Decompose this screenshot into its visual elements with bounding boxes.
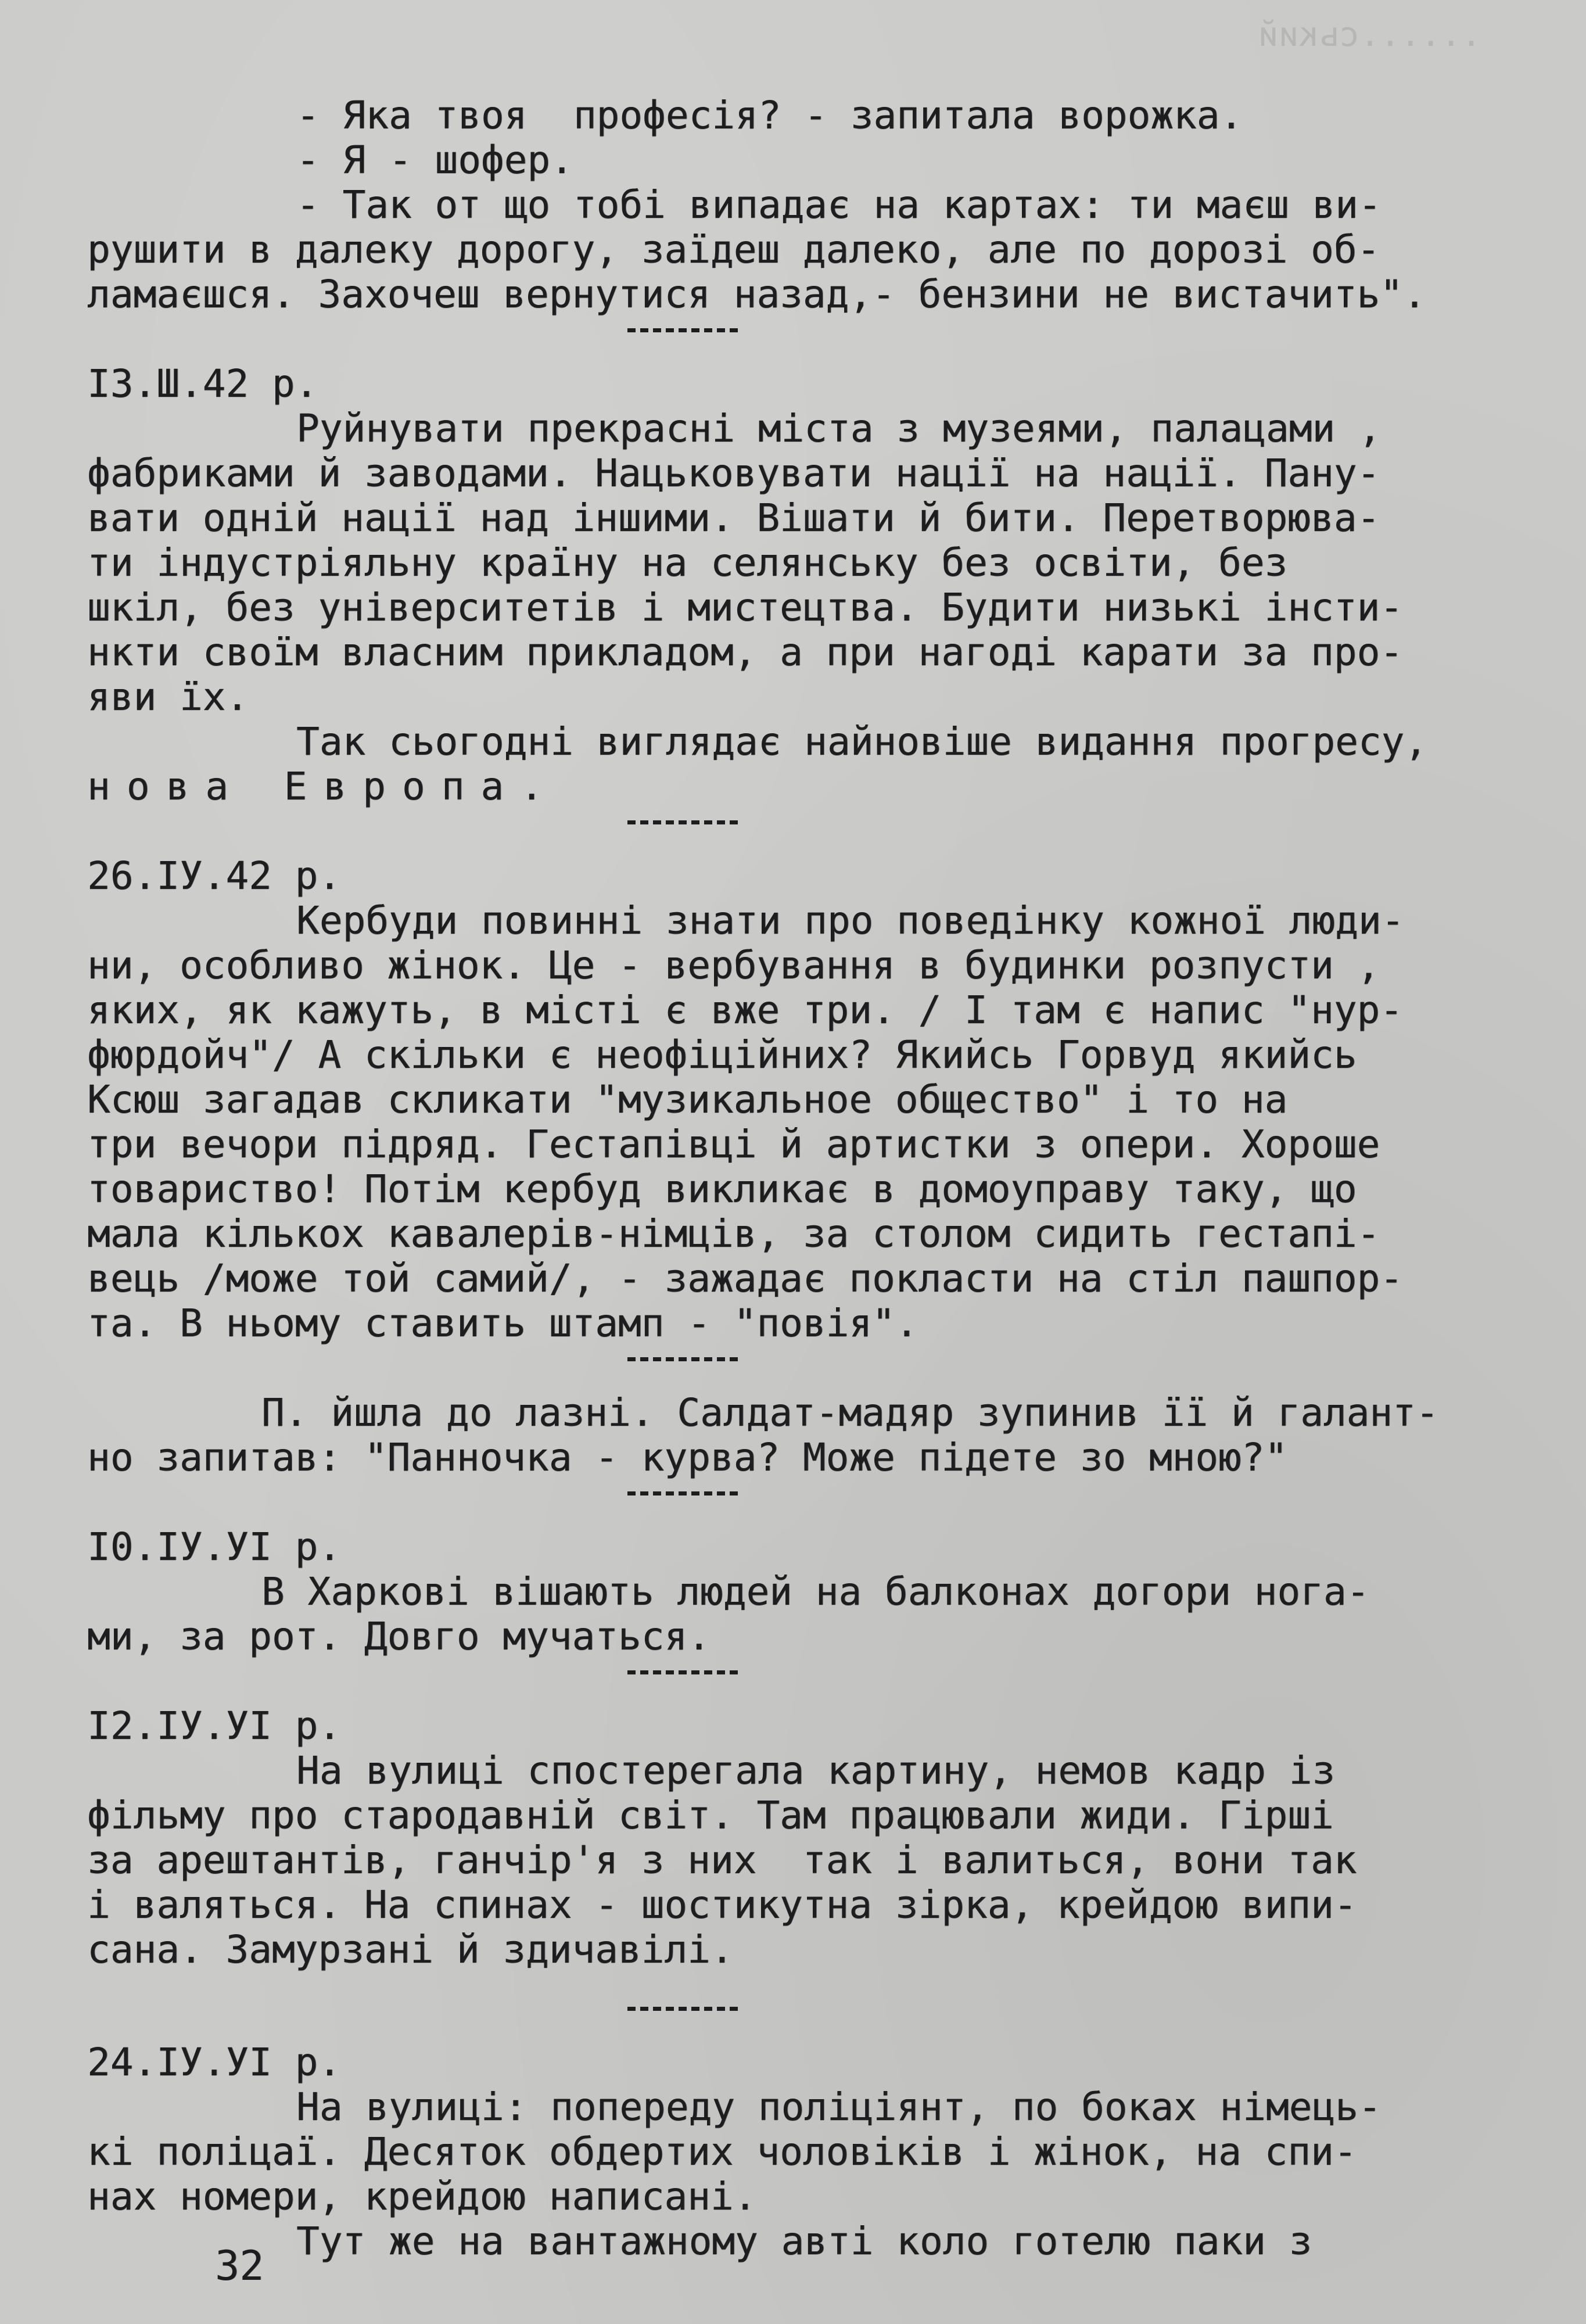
text-line: ламаєшся. Захочеш вернутися назад,- бензини не вистачить". [87,272,1426,317]
text-line: вець /може той самий/, - зажадає покласти на стіл пашпор- [87,1256,1403,1301]
text-line: ми, за рот. Довго мучаться. [87,1614,711,1659]
text-line-spaced: нова Европа. [87,764,559,809]
text-line: шкіл, без університетів і мистецтва. Будити низькі інсти- [87,585,1403,630]
text-line: сана. Замурзані й здичавілі. [87,1927,734,1972]
text-line: мала кількох кавалерів-німців, за столом сидить гестапі- [87,1211,1380,1256]
section-separator [87,1995,1505,2040]
section-separator [87,317,1505,361]
text-line: за арештантів, ганчір'я з них так і валиться, вони так [87,1838,1357,1882]
spacer [87,1972,1505,1995]
text-line: П. йшла до лазні. Салдат-мадяр зупинив її й галант- [261,1390,1439,1435]
entry-date: I3.Ш.42 р. [87,361,318,406]
text-line: та. В ньому ставить штамп - "повія". [87,1301,918,1346]
text-line: На вулиці: попереду поліціянт, по боках німець- [296,2085,1382,2129]
page-number: 32 [215,2242,264,2290]
entry-date: I0.ІУ.УІ р. [87,1525,342,1569]
text-line: кі поліцаї. Десяток обдертих чоловіків і жінок, на спи- [87,2129,1357,2174]
text-line: вати одній нації над іншими. Вішати й бити. Перетворюва- [87,496,1380,540]
text-line: - Яка твоя професія? - запитала ворожка. [296,93,1243,138]
entry-date: 26.ІУ.42 р. [87,853,342,898]
text-line: товариство! Потім кербуд викликає в домоуправу таку, що [87,1167,1357,1211]
text-line: нкти своїм власним прикладом, а при нагоді карати за про- [87,630,1403,675]
entry-date: I2.ІУ.УІ р. [87,1703,342,1748]
text-line: три вечори підряд. Гестапівці й артистки з опери. Хороше [87,1122,1380,1167]
text-line: Так сьогодні виглядає найновіше видання прогресу, [296,719,1428,764]
text-line: нах номери, крейдою написані. [87,2174,757,2219]
text-line: яких, як кажуть, в місті є вже три. / І там є напис "нур- [87,988,1403,1032]
text-line: фільму про стародавній світ. Там працювали жиди. Гірші [87,1793,1334,1838]
text-line: яви їх. [87,675,249,719]
bleed-through-text: ......ський [1258,15,1481,54]
text-line: На вулиці спостерегала картину, немов кадр із [296,1748,1336,1793]
text-line: Тут же на вантажному авті коло готелю паки з [296,2219,1312,2264]
text-line: - Я - шофер. [296,138,573,182]
text-line: фабриками й заводами. Нацьковувати нації на нації. Пану- [87,451,1380,496]
section-separator [87,1346,1505,1390]
text-line: ни, особливо жінок. Це - вербування в будинки розпусти , [87,943,1380,988]
text-line: Ксюш загадав скликати "музикальное общество" і то на [87,1077,1288,1122]
text-line: і валяться. На спинах - шостикутна зірка, крейдою випи- [87,1882,1357,1927]
text-line: Кербуди повинні знати про поведінку кожної люди- [296,898,1405,943]
typewritten-text [87,93,1505,2264]
text-line: но запитав: "Панночка - курва? Може підете зо мною?" [87,1435,1288,1480]
section-separator [87,1480,1505,1525]
text-line: Руйнувати прекрасні міста з музеями, палацами , [296,406,1382,451]
entry-date: 24.ІУ.УІ р. [87,2040,342,2085]
text-line: - Так от що тобі випадає на картах: ти маєш ви- [296,182,1382,227]
text-line: фюрдойч"/ А скільки є неофіційних? Якийсь Горвуд якийсь [87,1032,1357,1077]
text-line: ти індустріяльну країну на селянську без освіти, без [87,540,1288,585]
section-separator [87,1659,1505,1703]
text-line: рушити в далеку дорогу, заїдеш далеко, але по дорозі об- [87,227,1380,272]
text-line: В Харкові вішають людей на балконах догори нога- [261,1569,1370,1614]
section-separator [87,809,1505,853]
